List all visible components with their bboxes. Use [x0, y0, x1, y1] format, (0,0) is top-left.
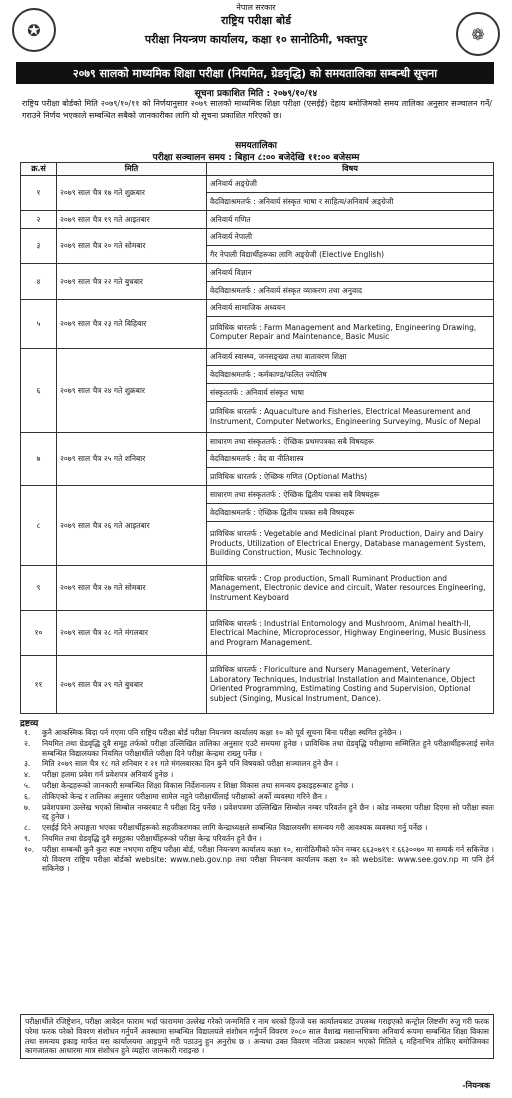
note-number: ७. — [24, 802, 31, 812]
row-date: २०७९ साल चैत्र २२ गते बुधबार — [57, 264, 207, 299]
row-subject: प्राविधिक धारतर्फ : Floriculture and Nursery Management, Veterinary Laboratory Techniques, Industrial Installation and Maintenance, Object Oriented Programming, Estimating Costing and Supervision, Optional subject (Singing, Musical Instrument, Dance). — [207, 655, 494, 713]
board-logo-icon: ❁ — [456, 12, 500, 56]
note-text: परीक्षा सम्बन्धी कुनै कुरा स्पष्ट नभएमा राष्ट्रिय परीक्षा बोर्ड, परीक्षा नियन्त्रण कार्यालय कक्षा १०, सानोठिमीको फोन नम्बर ६६३०७१९ र ६६३००७० मा सम्पर्क गर्न सकिनेछ । यो विवरण राष्ट्रिय परीक्षा बोर्डको website: www.neb.gov.np तथा परीक्षा नियन्त्रण कार्यालय कक्षा १० को website: www.see.gov.np मा पनि हेर्न सकिनेछ । — [42, 844, 494, 874]
table-row — [21, 210, 494, 228]
row-subject: वेदविद्याश्रमतर्फ : ऐच्छिक द्वितीय पत्रका सबै विषयहरू — [207, 503, 494, 521]
row-number: २ — [21, 210, 57, 228]
row-number: १० — [21, 611, 57, 656]
row-date: २०७९ साल चैत्र २३ गते बिहिबार — [57, 299, 207, 348]
note-item — [24, 845, 494, 874]
schedule-title: समयतालिका — [235, 141, 277, 151]
intro-paragraph: राष्ट्रिय परीक्षा बोर्डको मिति २०७९/१०/११ को निर्णयानुसार २०७९ सालको माध्यमिक शिक्षा परीक्षा (एसईई) देहाय बमोजिमको समय तालिका अनुसार सञ्चालन गर्ने/गराउने निर्णय भएकाले सम्बन्धित सबैको जानकारीका लागि यो सूचना प्रकाशित गरिएको छ। — [22, 99, 492, 120]
note-item — [24, 759, 494, 769]
table-row — [21, 228, 494, 246]
row-subject: वेदविद्याश्रमतर्फ : कर्मकाण्ड/फलित ज्योतिष — [207, 366, 494, 384]
row-subject: वेदविद्याश्रमतर्फ : वेद वा नीतिशास्त्र — [207, 450, 494, 468]
row-date: २०७९ साल चैत्र २५ गते शनिबार — [57, 432, 207, 485]
note-item — [24, 739, 494, 759]
table-row — [21, 264, 494, 282]
row-date: २०७९ साल चैत्र १७ गते शुक्रबार — [57, 175, 207, 210]
row-number: ३ — [21, 228, 57, 263]
note-item — [24, 803, 494, 823]
row-number: ४ — [21, 264, 57, 299]
note-text: नियमित तथा ग्रेडवृद्धि दुवै समूह तर्फको परीक्षा उल्लिखित तालिका अनुसार एउटै समयमा हुनेछ । प्राविधिक तथा ग्रेडवृद्धि परीक्षामा सम्मिलित हुने परीक्षार्थीहरूलाई समेत सम्बन्धित विद्यालयका नियमित परीक्षार्थीले परीक्षा दिने परीक्षा केन्द्रमा राख्नु पर्नेछ । — [42, 738, 494, 758]
table-row — [21, 348, 494, 366]
row-subject: साधारण तथा संस्कृततर्फ : ऐच्छिक द्वितीय पत्रका सबै विषयहरू — [207, 486, 494, 504]
row-number: १ — [21, 175, 57, 210]
note-number: ९. — [24, 833, 31, 843]
signature: -नियन्त्रक — [462, 1081, 490, 1090]
note-text: परीक्षा केन्द्रहरूको जानकारी सम्बन्धित शिक्षा विकास निर्देशनालय र शिक्षा विकास तथा समन्वय इकाइहरूबाट हुनेछ । — [42, 780, 354, 790]
row-subject: गैर नेपाली विद्यार्थीहरूका लागि अङ्ग्रेजी (Elective English) — [207, 246, 494, 264]
table-row — [21, 655, 494, 713]
header — [0, 0, 512, 62]
schedule-time: परीक्षा सञ्चालन समय : बिहान ८:०० बजेदेखि ११:०० बजेसम्म — [152, 153, 360, 163]
row-subject: प्राविधिक धारतर्फ : Industrial Entomology and Mushroom, Animal health-II, Electrical Machine, Microprocessor, Highway Engineering, Music Business and Program Management. — [207, 611, 494, 656]
row-number: ९ — [21, 566, 57, 611]
table-row — [21, 299, 494, 317]
note-item — [24, 834, 494, 844]
row-date: २०७९ साल चैत्र २९ गते बुधबार — [57, 655, 207, 713]
header-board: राष्ट्रिय परीक्षा बोर्ड — [220, 14, 291, 27]
row-subject: प्राविधिक धारतर्फ : Aquaculture and Fisheries, Electrical Measurement and Instrument, Computer Networks, Engineering Surveying, Music of Nepal — [207, 401, 494, 432]
row-subject: अनिवार्य गणित — [207, 210, 494, 228]
header-office: परीक्षा नियन्त्रण कार्यालय, कक्षा १० सानोठिमी, भक्तपुर — [144, 33, 368, 46]
note-number: ३. — [24, 759, 31, 769]
note-text: मिति २०७९ साल चैत्र १८ गते शनिबार र २१ गते मंगलबारका दिन कुनै पनि विषयको परीक्षा सञ्चालन हुने छैन । — [42, 759, 339, 769]
col-header-sn: क्र.सं — [21, 163, 57, 176]
table-row — [21, 566, 494, 611]
publish-date: सूचना प्रकाशित मिति : २०७९/१०/१४ — [194, 89, 318, 99]
row-date: २०७९ साल चैत्र २८ गते मंगलबार — [57, 611, 207, 656]
table-row — [21, 175, 494, 193]
row-subject: अनिवार्य विज्ञान — [207, 264, 494, 282]
note-text: तोकिएको केन्द्र र तालिका अनुसार परीक्षामा सामेल नहुने परीक्षार्थीलाई परीक्षाको अर्को व्यवस्था गरिने छैन । — [42, 791, 328, 801]
table-header-row — [21, 163, 494, 176]
note-text: कुनै आकस्मिक बिदा पर्न गएमा पनि राष्ट्रिय परीक्षा बोर्ड परीक्षा नियन्त्रण कार्यालय कक्षा १० को पूर्व सूचना बिना परीक्षा स्थगित हुनेछैन । — [42, 728, 402, 737]
note-text: परीक्षा हलमा प्रवेश गर्न प्रवेशपत्र अनिवार्य हुनेछ । — [42, 770, 174, 780]
row-number: ५ — [21, 299, 57, 348]
row-subject: प्राविधिक धारतर्फ : Vegetable and Medicinal plant Production, Dairy and Dairy Products, Utilization of Electrical Energy, Database management System, Building Construction, Music Technology. — [207, 521, 494, 566]
note-number: ८. — [24, 823, 31, 833]
row-subject: वैदविद्याश्रमतर्फ : अनिवार्य संस्कृत भाषा र साहित्य/अनिवार्य अङ्ग्रेजी — [207, 193, 494, 211]
row-date: २०७९ साल चैत्र २६ गते आइतबार — [57, 486, 207, 566]
note-text: प्रवेशपत्रमा उल्लेख भएको सिम्बोल नम्बरबाट नै परीक्षा दिनु पर्नेछ । प्रवेशपत्रमा उल्लिखित सिम्बोल नम्बर परिवर्तन हुने छैन । कोड नम्बरमा परीक्षा दिएमा सो परीक्षा स्वतः रद्द हुनेछ । — [42, 802, 494, 822]
row-subject: साधारण तथा संस्कृततर्फ : ऐच्छिक प्रथमपत्रका सबै विषयहरू — [207, 432, 494, 450]
note-item — [24, 728, 494, 738]
col-header-date: मिति — [57, 163, 207, 176]
row-date: २०७९ साल चैत्र २४ गते शुक्रबार — [57, 348, 207, 432]
row-subject: प्राविधिक धारतर्फ : Crop production, Small Ruminant Production and Management, Electronic device and circuit, Water resources Engineering, Instrument Keyboard — [207, 566, 494, 611]
row-subject: अनिवार्य नेपाली — [207, 228, 494, 246]
note-number: २. — [24, 738, 31, 748]
col-header-subject: विषय — [207, 163, 494, 176]
table-row — [21, 486, 494, 504]
note-number: १. — [24, 728, 31, 737]
note-number: ५. — [24, 780, 31, 790]
notes-heading: द्रष्टव्य — [20, 719, 39, 729]
row-number: ७ — [21, 432, 57, 485]
notes-list — [24, 728, 494, 875]
row-subject: प्राविधिक धारतर्फ : ऐच्छिक गणित (Optional Maths) — [207, 468, 494, 486]
note-item — [24, 792, 494, 802]
note-text: एसईई दिने अपाङ्गता भएका परीक्षार्थीहरूको सहजीकरणका लागि केन्द्राध्यक्षले सम्बन्धित विद्यालयसँग समन्वय गरी आवश्यक व्यवस्था गर्नु पर्नेछ । — [42, 823, 428, 833]
nepal-emblem-icon: ✪ — [12, 8, 56, 52]
row-number: ६ — [21, 348, 57, 432]
row-number: ११ — [21, 655, 57, 713]
note-number: ४. — [24, 770, 31, 780]
row-number: ८ — [21, 486, 57, 566]
row-subject: संस्कृततर्फ : अनिवार्य संस्कृत भाषा — [207, 384, 494, 402]
row-subject: अनिवार्य स्वास्थ्य, जनसङ्ख्या तथा वातावरण शिक्षा — [207, 348, 494, 366]
note-text: नियमित तथा ग्रेडवृद्धि दुवै समूहका परीक्षार्थीहरूको परीक्षा केन्द्र परिवर्तन हुने छैन । — [42, 833, 262, 843]
row-subject: अनिवार्य सामाजिक अध्ययन — [207, 299, 494, 317]
note-number: १०. — [24, 844, 35, 854]
row-date: २०७९ साल चैत्र २० गते सोमबार — [57, 228, 207, 263]
header-gov: नेपाल सरकार — [236, 3, 276, 12]
row-subject: अनिवार्य अङ्ग्रेजी — [207, 175, 494, 193]
row-subject: वेदविद्याश्रमतर्फ : अनिवार्य संस्कृत व्याकरण तथा अनुवाद — [207, 281, 494, 299]
note-item — [24, 781, 494, 791]
table-row — [21, 611, 494, 656]
row-subject: प्राविधिक धारतर्फ : Farm Management and Marketing, Engineering Drawing, Computer Repair and Maintenance, Basic Music — [207, 317, 494, 348]
note-item — [24, 770, 494, 780]
table-row — [21, 432, 494, 450]
row-date: २०७९ साल चैत्र १९ गते आइतबार — [57, 210, 207, 228]
row-date: २०७९ साल चैत्र २७ गते सोमबार — [57, 566, 207, 611]
notice-title-banner: २०७९ सालको माध्यमिक शिक्षा परीक्षा (नियमित, ग्रेडवृद्धि) को समयतालिका सम्बन्धी सूचना — [16, 62, 494, 84]
schedule-table — [20, 162, 494, 714]
note-number: ६. — [24, 791, 31, 801]
note-item — [24, 823, 494, 833]
notice-box: परीक्षार्थीले रजिष्ट्रेशन, परीक्षा आवेदन फाराम भर्दा फाराममा उल्लेख गरेको जन्ममिति र नाम थरको हिज्जे यस कार्यालयबाट उपलब्ध गराइएको कन्ट्रोल लिष्टसँग रुजु गरी फरक परेमा फरक परेको विवरण संशोधन गर्नुपर्ने अवस्थामा सम्बन्धित विद्यालयले संशोधन गर्नुपर्ने विवरण २०८० साल वैशाख मसान्तभित्रमा अनिवार्य रूपमा सम्बन्धित शिक्षा विकास तथा समन्वय इकाइ मार्फत यस कार्यालयमा आइपुग्ने गरी पठाउनु हुन अनुरोध छ । अन्यथा उक्त विवरण नतिजा प्रकाशन भएको मितिले ६ महिनाभित्र तोकिए बमोजिमका कागजातका आधारमा मात्र संशोधन हुने व्यहोरा जानकारी गराइन्छ । — [20, 1014, 494, 1059]
